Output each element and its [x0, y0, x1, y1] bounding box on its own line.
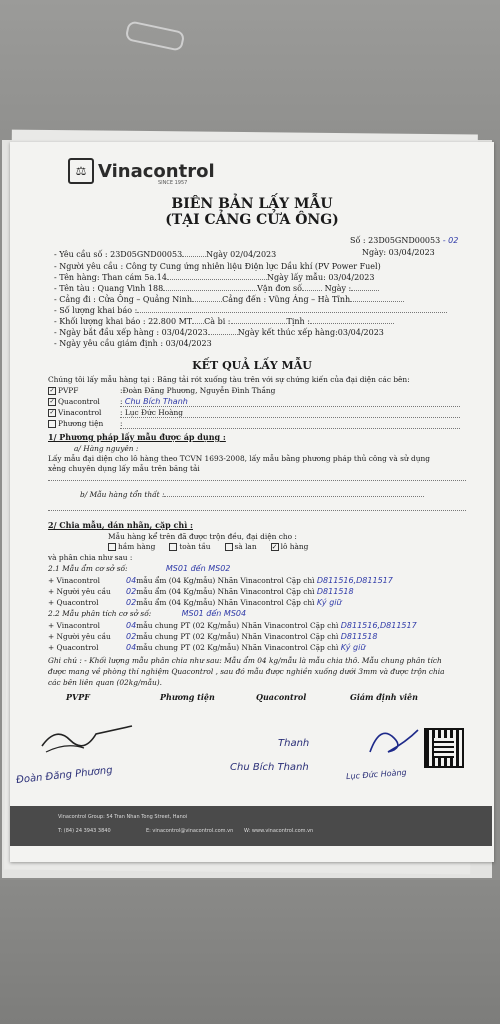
- row-qty: 04: [126, 621, 137, 630]
- van-don-ngay: Ngày :: [324, 284, 352, 293]
- sig-label-pvpf: PVPF: [66, 692, 90, 702]
- section-2-2: [48, 609, 246, 618]
- row-party: + Quacontrol: [48, 643, 99, 652]
- info-ten-tau: - Tên tàu : Quang Vinh 188 Vận đơn số Ngày :: [54, 284, 379, 293]
- doc-title: BIÊN BẢN LẤY MẪU: [171, 196, 333, 212]
- row22-1: [48, 632, 377, 641]
- ngay-ket-thuc: Ngày kết thúc xếp hàng:03/04/2023: [237, 328, 384, 337]
- dotted-line: [48, 510, 466, 511]
- ghi-chu-3: các bên liên quan (02kg/mẫu).: [48, 678, 162, 687]
- row-text: mẫu ẩm (04 Kg/mẫu) Nhãn Vinacontrol Cặp chì: [136, 576, 315, 585]
- info-so-luong: - Số lượng khai báo :: [54, 306, 447, 315]
- desk-background: [0, 0, 500, 150]
- option-lo-hang[interactable]: ✓ lô hàng: [271, 542, 309, 551]
- qr-code: [426, 730, 462, 766]
- ten-tau: Tên tàu : Quang Vinh 188: [59, 284, 164, 293]
- info-cang: - Cảng đi : Cửa Ông – Quảng Ninh Cảng đến : Vũng Áng – Hà Tĩnh: [54, 295, 404, 304]
- party-hand: Chu Bích Thanh: [124, 397, 188, 406]
- party-quacontrol: [48, 397, 100, 406]
- doc-number-value: : 23D05GND00053: [362, 236, 441, 245]
- footer-web: W: www.vinacontrol.com.vn: [244, 828, 314, 834]
- party-label: Vinacontrol: [58, 408, 102, 417]
- party-phuong-tien: [48, 419, 103, 428]
- nguoi-yeu-cau: Người yêu cầu : Công ty Cung ứng nhiên liệu Điện lực Dầu khí (PV Power Fuel): [59, 262, 381, 271]
- section-2-2-hand: MS01 đến MS04: [181, 609, 247, 618]
- ngay-yeu-cau: Ngày 02/04/2023: [206, 250, 277, 259]
- signature-pvpf-graphic: [36, 722, 136, 762]
- desk-background-bottom: [0, 880, 500, 1024]
- option-group: [108, 542, 308, 551]
- row-qty: 02: [126, 632, 137, 641]
- option-toan-tau[interactable]: [169, 542, 210, 551]
- section-2-1-hand: MS01 đến MS02: [165, 564, 231, 573]
- info-ten-hang: - Tên hàng: Than cám 5a.14 Ngày lấy mẫu: 03/04/2023: [54, 273, 375, 282]
- row22-0: [48, 621, 417, 630]
- row21-0: [48, 576, 393, 585]
- vinacontrol-logo: [68, 158, 215, 184]
- party-vinacontrol: [48, 408, 101, 417]
- party-vinacontrol-value: : Lục Đức Hoàng: [120, 408, 460, 418]
- scale-icon: ⚖: [68, 158, 94, 184]
- info-yeu-cau: - Yêu cầu số : 23D05GND00053 Ngày 02/04/2023: [54, 250, 277, 259]
- row-text: mẫu chung PT (02 Kg/mẫu) Nhãn Vinacontrol Cặp chì: [136, 643, 339, 652]
- sig-label-giam-dinh: Giám định viên: [350, 692, 418, 702]
- section-1a-text-2: xẻng chuyên dụng lấy mẫu trên băng tải: [48, 464, 200, 473]
- row-text: mẫu chung PT (02 Kg/mẫu) Nhãn Vinacontrol Cặp chì: [136, 632, 339, 641]
- row-qty: 04: [126, 576, 137, 585]
- signature-gdv-graphic: [366, 722, 422, 762]
- signature-qc-2: Chu Bích Thanh: [230, 762, 309, 773]
- row-seal: D811518: [316, 587, 354, 596]
- document-page: [10, 142, 494, 862]
- row-party: + Quacontrol: [48, 598, 99, 607]
- section-2-1-label: 2.1 Mẫu ẩm cơ sở số:: [48, 564, 128, 573]
- van-don: Vận đơn số: [257, 284, 303, 293]
- info-ngay-bat-dau: - Ngày bắt đầu xếp hàng : 03/04/2023 Ngày kết thúc xếp hàng:03/04/2023: [54, 328, 384, 337]
- section-1b-title: [80, 490, 424, 499]
- result-intro: Chúng tôi lấy mẫu hàng tại : Băng tải rót xuống tàu trên với sự chứng kiến của đại diện các bên:: [48, 375, 410, 384]
- option-label: toàn tầu: [179, 542, 211, 551]
- dotted-line: [48, 480, 466, 481]
- row-qty: 02: [126, 598, 137, 607]
- result-title: KẾT QUẢ LẤY MẪU: [192, 359, 312, 372]
- section-1b-label: b/ Mẫu hàng tổn thất :: [80, 490, 165, 499]
- footer-address: Vinacontrol Group: 54 Tran Nhan Tong Street, Hanoi: [58, 814, 188, 820]
- party-label: Quacontrol: [58, 397, 100, 406]
- row-seal: Ký giữ: [340, 643, 366, 652]
- khoi-luong: Khối lượng khai báo : 22.800 MT: [59, 317, 193, 326]
- row21-1: [48, 587, 354, 596]
- section-2-1: [48, 564, 230, 573]
- party-label: Phương tiện: [58, 419, 104, 428]
- cang-di: Cảng đi : Cửa Ông – Quảng Ninh: [59, 295, 193, 304]
- row-seal: D811518: [340, 632, 378, 641]
- yeu-cau-so: Yêu cầu số : 23D05GND00053: [59, 250, 183, 259]
- ghi-chu-2: được mang về phòng thí nghiệm Quacontrol , sau đó mẫu được nghiền xuống dưới 3mm và được trộn chia: [48, 667, 445, 676]
- party-phuong-tien-checkbox[interactable]: [48, 420, 56, 428]
- doc-number: [350, 236, 458, 245]
- footer-tel: T: (84) 24 3943 3840: [58, 828, 111, 834]
- section-2-title: 2/ Chia mẫu, dán nhãn, cặp chì :: [48, 520, 193, 530]
- doc-footer: [10, 806, 492, 846]
- party-pvpf-checkbox[interactable]: ✓: [49, 387, 55, 394]
- party-vinacontrol-checkbox[interactable]: ✓: [49, 409, 55, 416]
- doc-subtitle: (TẠI CẢNG CỬA ÔNG): [165, 212, 339, 228]
- footer-email: E: vinacontrol@vinacontrol.com.vn: [146, 828, 234, 834]
- row-party: + Vinacontrol: [48, 576, 100, 585]
- row-text: mẫu chung PT (02 Kg/mẫu) Nhãn Vinacontrol Cặp chì: [136, 621, 339, 630]
- ghi-chu-1: Ghi chú : - Khối lượng mẫu phân chia như sau: Mẫu ẩm 04 kg/mẫu là mẫu chia thô. Mẫu chung phân tích: [48, 656, 442, 665]
- section-2-text: Mẫu hàng kể trên đã được trộn đều, đại diện cho :: [108, 532, 297, 541]
- row-seal: D811516,D811517: [340, 621, 417, 630]
- party-phuong-tien-value: :: [120, 419, 460, 429]
- row-text: mẫu ẩm (04 Kg/mẫu) Nhãn Vinacontrol Cặp chì: [136, 598, 315, 607]
- sig-label-phuong-tien: Phương tiện: [160, 692, 215, 702]
- tinh: Tịnh :: [286, 317, 310, 326]
- info-nguoi-yeu-cau: - Người yêu cầu : Công ty Cung ứng nhiên liệu Điện lực Dầu khí (PV Power Fuel): [54, 262, 381, 271]
- section-1a-title: a/ Hàng nguyên :: [74, 444, 139, 453]
- section-1-title: 1/ Phương pháp lấy mẫu được áp dụng :: [48, 432, 226, 442]
- party-quacontrol-checkbox[interactable]: ✓: [49, 398, 55, 405]
- row-qty: 02: [126, 587, 137, 596]
- option-label: lô hàng: [280, 542, 309, 551]
- row-party: + Người yêu cầu: [48, 587, 111, 596]
- doc-date: Ngày: 03/04/2023: [362, 248, 435, 257]
- option-label: hầm hàng: [118, 542, 156, 551]
- ngay-lay-mau: Ngày lấy mẫu: 03/04/2023: [266, 273, 375, 282]
- phan-chia: và phân chia như sau :: [48, 553, 133, 562]
- party-quacontrol-value: [120, 397, 460, 407]
- ngay-giam-dinh: Ngày yêu cầu giám định : 03/04/2023: [59, 339, 212, 348]
- option-sa-lan[interactable]: [225, 542, 257, 551]
- row-text: mẫu ẩm (04 Kg/mẫu) Nhãn Vinacontrol Cặp chì: [136, 587, 315, 596]
- section-2-2-label: 2.2 Mẫu phân tích cơ sở số:: [48, 609, 152, 618]
- doc-number-label: Số: [350, 236, 361, 245]
- ngay-bat-dau: Ngày bắt đầu xếp hàng : 03/04/2023: [59, 328, 208, 337]
- option-label: sà lan: [234, 542, 257, 551]
- row-qty: 04: [126, 643, 137, 652]
- cang-den: Cảng đến : Vũng Áng – Hà Tĩnh: [222, 295, 351, 304]
- info-ngay-giam-dinh: - Ngày yêu cầu giám định : 03/04/2023: [54, 339, 212, 348]
- party-pvpf-value: :Đoàn Đăng Phương, Nguyễn Đình Thắng: [120, 386, 276, 395]
- logo-since: SINCE 1957: [158, 180, 188, 186]
- row21-2: [48, 598, 342, 607]
- section-1a-text-1: Lấy mẫu đại diện cho lô hàng theo TCVN 1693-2008, lấy mẫu bằng phương pháp thủ công và sử dụng: [48, 454, 430, 463]
- row-seal: Ký giữ: [316, 598, 342, 607]
- party-value: :: [120, 397, 123, 406]
- signature-gdv-name: Lục Đức Hoàng: [345, 767, 407, 782]
- logo-text: Vinacontrol: [98, 160, 215, 182]
- ten-hang: Tên hàng: Than cám 5a.14: [59, 273, 167, 282]
- so-luong: Số lượng khai báo :: [59, 306, 138, 315]
- party-label: PVPF: [58, 386, 79, 395]
- signature-qc-1: Thanh: [278, 738, 310, 749]
- option-ham-hang[interactable]: [108, 542, 155, 551]
- row-party: + Vinacontrol: [48, 621, 100, 630]
- row-seal: D811516,D811517: [316, 576, 393, 585]
- signature-pvpf-name: Đoàn Đăng Phương: [15, 764, 114, 787]
- doc-number-hand: - 02: [442, 236, 459, 245]
- info-khoi-luong: - Khối lượng khai báo : 22.800 MT Cà bi : Tịnh :: [54, 317, 394, 326]
- sig-label-quacontrol: Quacontrol: [256, 692, 307, 702]
- row-party: + Người yêu cầu: [48, 632, 111, 641]
- ca-bi: Cà bi :: [204, 317, 231, 326]
- row22-2: [48, 643, 365, 652]
- party-pvpf: [48, 386, 78, 395]
